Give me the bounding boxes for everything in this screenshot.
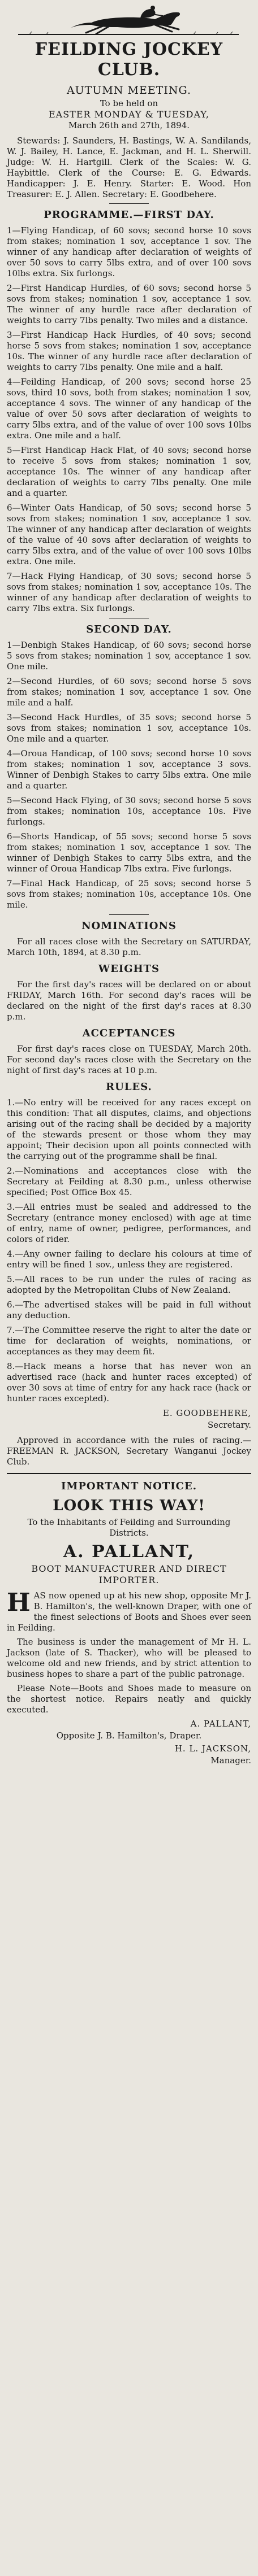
advert-body (7, 1590, 251, 1633)
divider (109, 203, 149, 204)
approval-text: Approved in accordance with the rules of racing.—FREEMAN R. JACKSON, Secretary Wanganui Jockey Club. (7, 1435, 251, 1467)
rules-heading: RULES. (106, 1081, 152, 1093)
meeting-heading: AUTUMN MEETING. (66, 84, 192, 97)
race-item: 4—Oroua Handicap, of 100 sovs; second horse 10 sovs from stakes; nomination 1 sov, acceptance 3 sovs. Winner of Denbigh Stakes to carry 5lbs extra. One mile and a quarter. (7, 748, 251, 791)
advert-manager-title: Manager. (210, 1755, 251, 1766)
nominations-heading: NOMINATIONS (81, 920, 177, 932)
rule-item: 7.—The Committee reserve the right to alter the date or time for declaration of weights, nominations, or acceptances as they may deem fit. (7, 1325, 251, 1357)
advert-body-3: Please Note—Boots and Shoes made to measure on the shortest notice. Repairs neatly and quickly executed. (7, 1683, 251, 1715)
meeting-held-on: To be held on (100, 98, 158, 108)
masthead (7, 3, 251, 37)
advertiser-trade: BOOT MANUFACTURER AND DIRECT IMPORTER. (31, 1563, 227, 1585)
rule-item: 4.—Any owner failing to declare his colours at time of entry will be fined 1 sov., unless they are registered. (7, 1249, 251, 1270)
rule-item: 1.—No entry will be received for any races except on this condition: That all disputes, claims, and objections arising out of the racing shall be decided by a majority of the stewards present or those whom they may appoint; Their decision upon all points connected with the carrying out of the programme shall be final. (7, 1097, 251, 1161)
page-title: FEILDING JOCKEY CLUB. (35, 40, 223, 80)
race-item: 5—First Handicap Hack Flat, of 40 sovs; second horse to receive 5 sovs from stakes; nomination 1 sov, acceptance 10s. The winner of any handicap after declaration of weights to carry 7lbs penalty. One mile and a quarter. (7, 445, 251, 498)
notice-heading: IMPORTANT NOTICE. (61, 1480, 197, 1492)
advert-sig-address: Opposite J. B. Hamilton's, Draper. (56, 1731, 202, 1741)
signature-title: Secretary. (208, 1420, 251, 1430)
look-heading: LOOK THIS WAY! (53, 1497, 205, 1514)
signature-name: E. GOODBEHERE, (162, 1408, 251, 1418)
officials-text: Stewards: J. Saunders, H. Bastings, W. A. Sandilands, W. J. Bailey, H. Lance, E. Jackman, and H. L. Sherwill. Judge: W. H. Hartgill. Clerk of the Scales: W. G. Haybittle. Clerk of the Course: E. G. Edwards. Handicapper: J. E. Henry. Starter: E. Wood. Hon Treasurer: E. J. Allen. Secretary: E. Goodbehere. (7, 136, 251, 199)
acceptances-text: For first day's races close on TUESDAY, March 20th. For second day's races close with the Secretary on the night of first day's races at 10 p.m. (7, 1044, 251, 1075)
first-day-heading: PROGRAMME.—FIRST DAY. (44, 209, 214, 221)
rule-item: 6.—The advertised stakes will be paid in full without any deduction. (7, 1300, 251, 1320)
race-item: 4—Feilding Handicap, of 200 sovs; second horse 25 sovs, third 10 sovs, both from stakes; nomination 1 sov, acceptance 4 sovs. The winner of any handicap of the value of over 50 sovs after declaration of weights to carry 5lbs extra, and of the value of over 100 sovs 10lbs extra. One mile and a half. (7, 377, 251, 441)
advert-dropcap: H (7, 1588, 31, 1617)
rule-item: 5.—All races to be run under the rules of racing as adopted by the Metropolitan Clubs of New Zealand. (7, 1274, 251, 1295)
weights-heading: WEIGHTS (98, 963, 160, 975)
race-item: 2—Second Hurdles, of 60 sovs; second horse 5 sovs from stakes; nomination 1 sov, acceptance 1 sov. One mile and a half. (7, 676, 251, 708)
nominations-text: For all races close with the Secretary on SATURDAY, March 10th, 1894, at 8.30 p.m. (7, 936, 251, 957)
meeting-dates: March 26th and 27th, 1894. (68, 120, 190, 130)
weights-text: For the first day's races will be declared on or about FRIDAY, March 16th. For second day's races will be declared on the night of the first day's races at 8.30 p.m. (7, 979, 251, 1022)
advert-manager-name: H. L. JACKSON, (174, 1744, 251, 1754)
second-day-heading: SECOND DAY. (86, 624, 172, 635)
divider (109, 914, 149, 915)
race-item: 2—First Handicap Hurdles, of 60 sovs; second horse 5 sovs from stakes; nomination 1 sov, acceptance 1 sov. The winner of any hurdle race after declaration of weights to carry 7lbs penalty. Two miles and a distance. (7, 283, 251, 325)
race-item: 5—Second Hack Flying, of 30 sovs; second horse 5 sovs from stakes; nomination 10s, acceptance 10s. Five furlongs. (7, 795, 251, 827)
race-item: 7—Final Hack Handicap, of 25 sovs; second horse 5 sovs from stakes; nomination 10s, acceptance 10s. One mile. (7, 878, 251, 910)
race-item: 3—Second Hack Hurdles, of 35 sovs; second horse 5 sovs from stakes; nomination 1 sov, acceptance 10s. One mile and a quarter. (7, 712, 251, 744)
race-item: 6—Winter Oats Handicap, of 50 sovs; second horse 5 sovs from stakes; nomination 1 sov, acceptance 1 sov. The winner of any handicap after declaration of weights of the value of 40 sovs after declaration of weights to carry 5lbs extra, and of the value of over 100 sovs 10lbs extra. One mile. (7, 503, 251, 566)
racehorse-icon (7, 3, 251, 37)
section-divider (7, 1473, 251, 1474)
advert-body-2: The business is under the management of Mr H. L. Jackson (late of S. Thacker), who will be pleased to welcome old and new friends, and by strict attention to business hopes to share a part of the public patronage. (7, 1637, 251, 1679)
race-item: 6—Shorts Handicap, of 55 sovs; second horse 5 sovs from stakes; nomination 1 sov, acceptance 1 sov. The winner of Denbigh Stakes to carry 5lbs extra, and the winner of Oroua Handicap 7lbs extra. Five furlongs. (7, 831, 251, 874)
race-item: 1—Denbigh Stakes Handicap, of 60 sovs; second horse 5 sovs from stakes; nomination 1 sov, acceptance 1 sov. One mile. (7, 640, 251, 672)
race-item: 3—First Handicap Hack Hurdles, of 40 sovs; second horse 5 sovs from stakes; nomination 1 sov, acceptance 10s. The winner of any hurdle race after declaration of weights to carry 7lbs penalty. One mile and a half. (7, 330, 251, 372)
advert-body-text: AS now opened up at his new shop, opposite Mr J. B. Hamilton's, the well-known Draper, with one of the finest selections of Boots and Shoes ever seen in Feilding. (7, 1590, 251, 1633)
rule-item: 3.—All entries must be sealed and addressed to the Secretary (entrance money enclosed) with age at time of entry, name of owner, pedigree, performances, and colors of rider. (7, 1202, 251, 1244)
rule-item: 8.—Hack means a horse that has never won an advertised race (hack and hunter races excepted) of over 30 sovs at time of entry for any hack race (hack or hunter races excepted). (7, 1361, 251, 1403)
advert-to-line: To the Inhabitants of Feilding and Surrounding Districts. (27, 1517, 231, 1538)
advert-sig-name: A. PALLANT, (190, 1719, 251, 1729)
acceptances-heading: ACCEPTANCES (82, 1027, 176, 1039)
race-item: 7—Hack Flying Handicap, of 30 sovs; second horse 5 sovs from stakes; nomination 1 sov, acceptance 10s. The winner of any handicap after declaration of weights to carry 7lbs extra. Six furlongs. (7, 571, 251, 613)
rule-item: 2.—Nominations and acceptances close with the Secretary at Feilding at 8.30 p.m., unless otherwise specified; Post Office Box 45. (7, 1166, 251, 1197)
advertiser-name: A. PALLANT, (63, 1542, 195, 1562)
race-item: 1—Flying Handicap, of 60 sovs; second horse 10 sovs from stakes; nomination 1 sov, acceptance 1 sov. The winner of any handicap after declaration of weights of over 50 sovs to carry 5lbs extra, and of over 100 sovs 10lbs extra. Six furlongs. (7, 225, 251, 278)
meeting-days: EASTER MONDAY & TUESDAY, (48, 109, 209, 120)
